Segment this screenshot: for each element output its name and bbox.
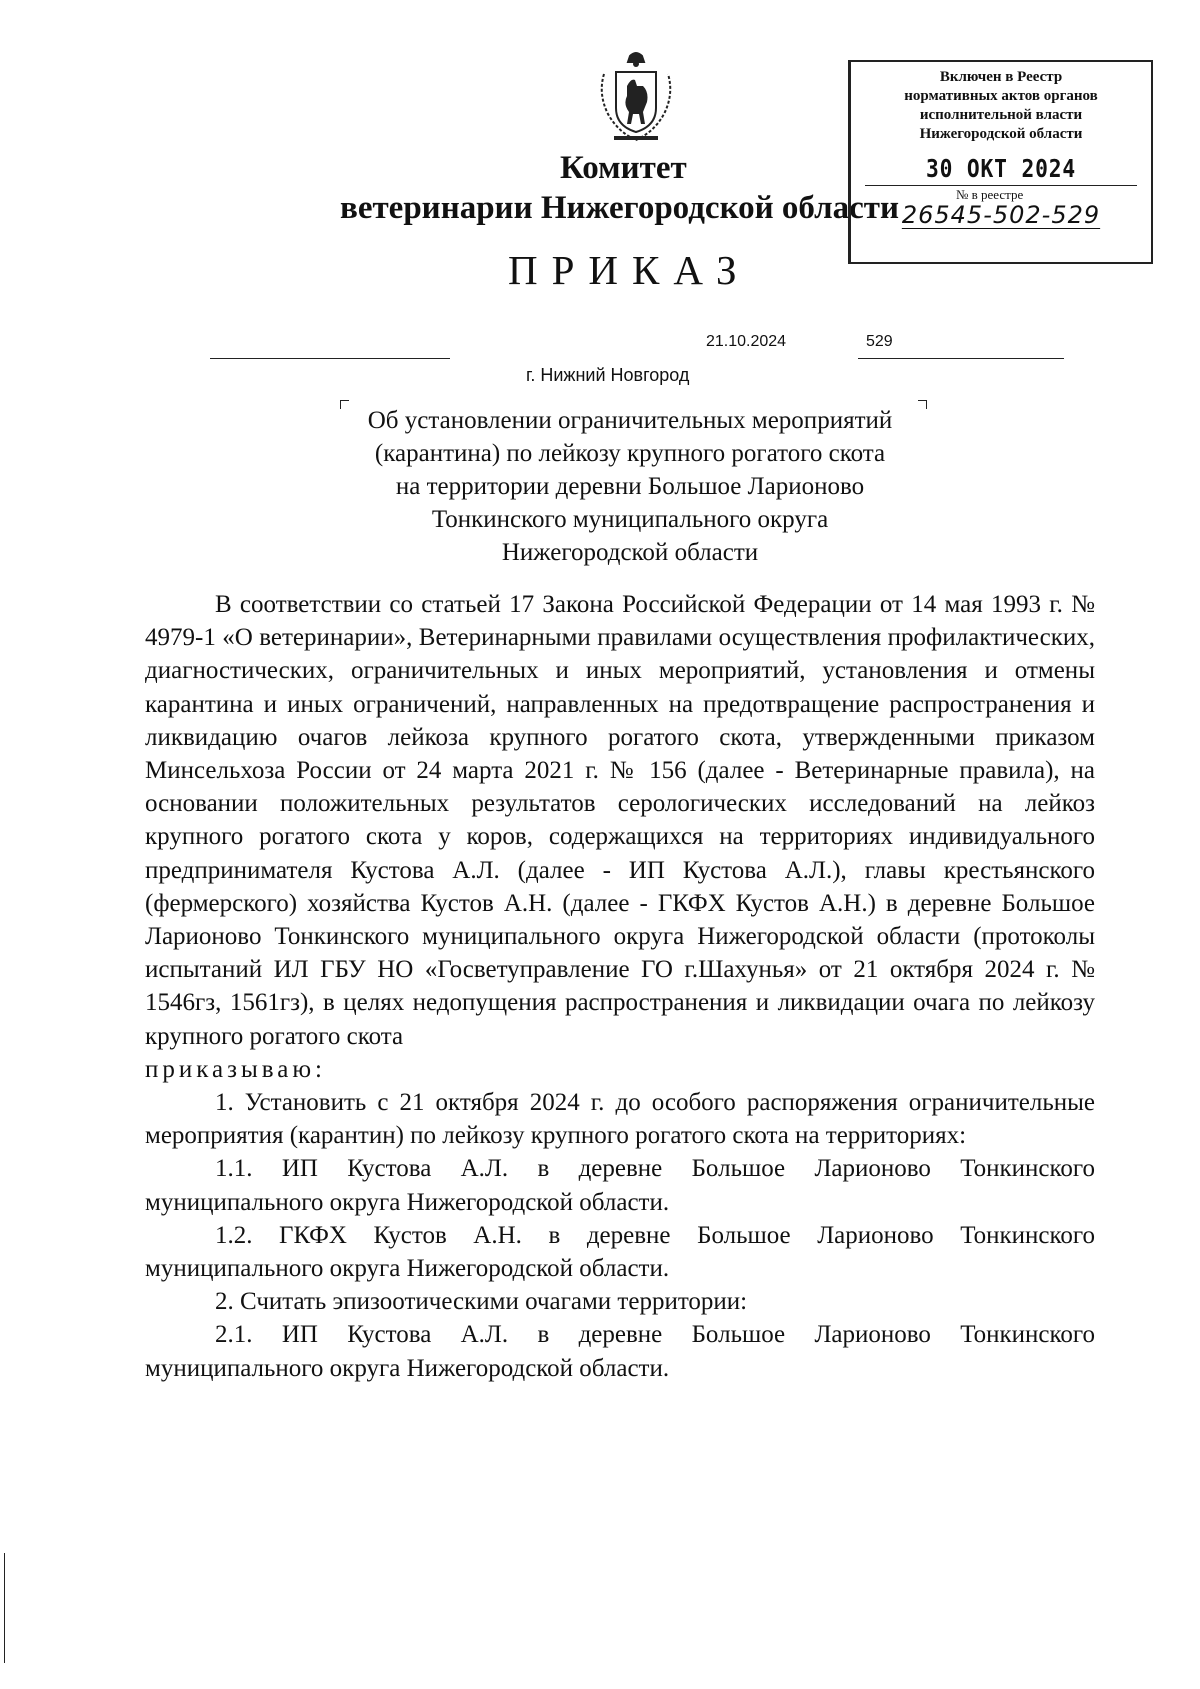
stamp-regno: 26545-502-529 xyxy=(901,201,1101,229)
order-city: г. Нижний Новгород xyxy=(526,365,690,385)
title-line: Нижегородской области xyxy=(501,539,759,566)
margin-mark xyxy=(4,1553,5,1663)
registry-stamp xyxy=(848,60,1153,264)
item-2: 2. Считать эпизоотическими очагами территории: xyxy=(215,1288,748,1316)
item-2-1: 2.1. ИП Кустова А.Л. в деревне Большое Ларионово Тонкинского муниципального округа Нижегородской области. xyxy=(145,1321,1095,1382)
order-number: 529 xyxy=(866,333,893,350)
order-title xyxy=(330,404,930,569)
stamp-line: Нижегородской области xyxy=(919,126,1083,142)
stamp-line: Включен в Реестр xyxy=(939,69,1063,85)
stamp-date: 30 ОКТ 2024 xyxy=(925,154,1077,183)
item-1-2: 1.2. ГКФХ Кустов А.Н. в деревне Большое Ларионово Тонкинского муниципального округа Нижегородской области. xyxy=(145,1221,1095,1283)
date-underline xyxy=(210,358,450,359)
item-1: 1. Установить с 21 октября 2024 г. до особого распоряжения ограничительные мероприятия (карантин) по лейкозу крупного рогатого скота на территориях: xyxy=(145,1089,1095,1150)
stamp-line: нормативных актов органов xyxy=(904,88,1098,104)
title-line: Тонкинского муниципального округа xyxy=(431,506,829,533)
stamp-divider xyxy=(865,185,1137,186)
item-1-1: 1.1. ИП Кустова А.Л. в деревне Большое Ларионово Тонкинского муниципального округа Нижегородской области. xyxy=(145,1155,1095,1216)
stamp-regno-label: № в реестре xyxy=(956,187,1024,202)
order-body xyxy=(145,588,1095,1385)
order-date: 21.10.2024 xyxy=(706,333,787,350)
title-line: Об установлении ограничительных мероприятий xyxy=(367,407,893,434)
preamble-paragraph: В соответствии со статьей 17 Закона Российской Федерации от 14 мая 1993 г. № 4979-1 «О ветеринарии», Ветеринарными правилами осуществления профилактических, диагностических, ограничительных и иных мероприятий, установления и отмены карантина и иных ограничений, направленных на предотвращение распространения и ликвидацию очагов лейкоза крупного рогатого скота, утвержденными приказом Минсельхоза России от 24 марта 2021 г. № 156 (далее - Ветеринарные правила), на основании положительных результатов серологических исследований на лейкоз крупного рогатого скота у коров, содержащихся на территориях индивидуального предпринимателя Кустова А.Л. (далее - ИП Кустова А.Л.), главы крестьянского (фермерского) хозяйства Кустов А.Н. (далее - ГКФХ Кустов А.Н.) в деревне Большое Ларионово Тонкинского муниципального округа Нижегородской области (протоколы испытаний ИЛ ГБУ НО «Госветуправление ГО г.Шахунья» от 21 октября 2024 г. № 1546гз, 1561гз), в целях недопущения распространения и ликвидации очага по лейкозу крупного рогатого скота xyxy=(145,591,1095,1050)
org-name-line2: ветеринарии Нижегородской области xyxy=(340,190,899,226)
coat-of-arms-emblem xyxy=(594,50,678,148)
stamp-line: исполнительной власти xyxy=(919,107,1083,123)
org-name-line1: Комитет xyxy=(560,150,687,186)
title-line: (карантина) по лейкозу крупного рогатого скота xyxy=(374,440,886,467)
order-word: приказываю: xyxy=(145,1055,326,1083)
document-type: ПРИКАЗ xyxy=(508,247,751,293)
number-underline xyxy=(858,358,1064,359)
title-line: на территории деревни Большое Ларионово xyxy=(395,473,865,500)
